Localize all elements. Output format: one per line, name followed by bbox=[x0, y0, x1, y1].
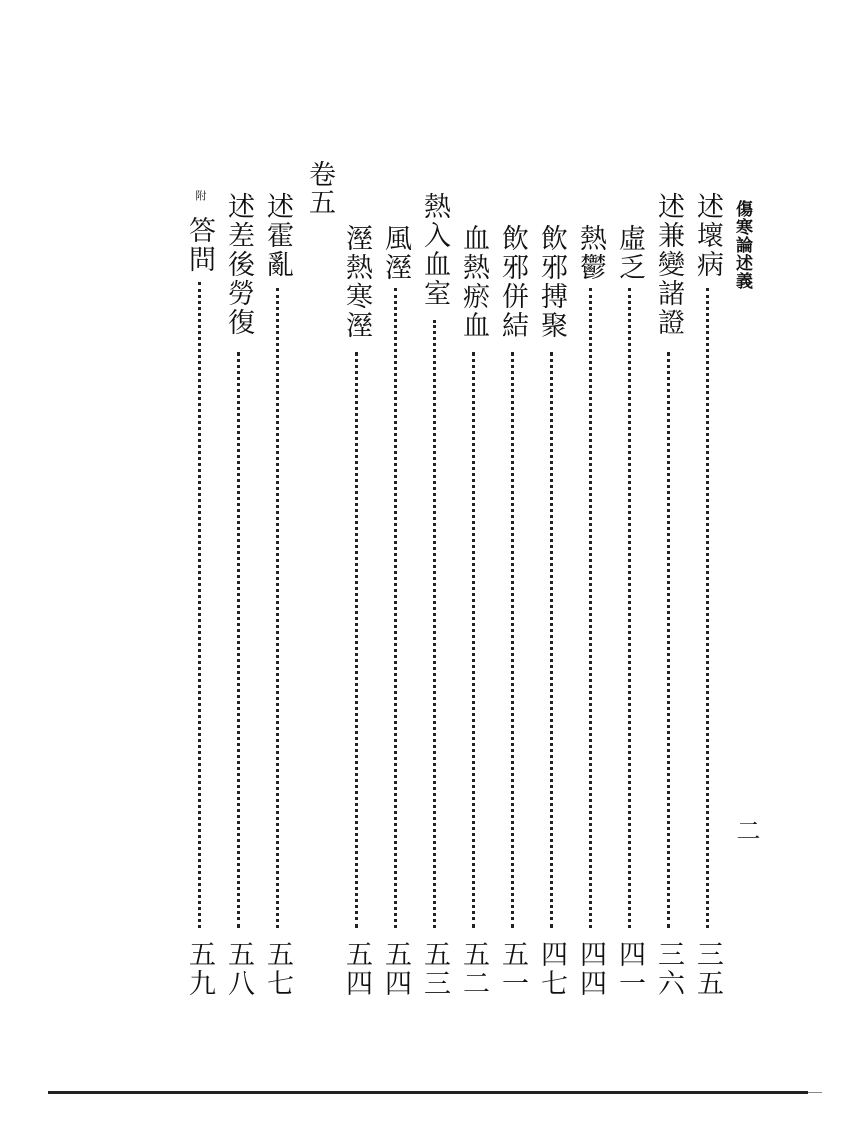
dot-leader bbox=[628, 288, 631, 928]
entry-title: 血熱瘀血 bbox=[458, 224, 489, 340]
entry-page-number: 五七 bbox=[262, 940, 293, 998]
toc-entry bbox=[460, 192, 490, 1018]
dot-leader bbox=[472, 352, 475, 928]
entry-page-number: 四七 bbox=[536, 940, 567, 998]
dot-leader bbox=[394, 288, 397, 928]
dot-leader bbox=[706, 288, 709, 928]
entry-page-number: 五二 bbox=[458, 940, 489, 998]
toc-entry bbox=[343, 192, 373, 1018]
dot-leader bbox=[237, 352, 240, 928]
entry-page-number: 五四 bbox=[341, 940, 372, 998]
volume-heading: 卷五 bbox=[304, 160, 335, 216]
dot-leader bbox=[589, 288, 592, 928]
running-title: 傷寒論述義 bbox=[732, 200, 752, 290]
dot-leader bbox=[667, 352, 670, 928]
entry-page-number: 五一 bbox=[497, 940, 528, 998]
toc-entry bbox=[421, 192, 451, 1018]
entry-title: 述差後勞復 bbox=[223, 192, 254, 337]
toc-entry bbox=[655, 192, 685, 1018]
toc-entry bbox=[186, 192, 216, 1018]
entry-page-number: 五九 bbox=[184, 940, 215, 998]
dot-leader bbox=[511, 352, 514, 928]
appendix-note: 附 bbox=[194, 190, 207, 201]
toc-entry bbox=[538, 192, 568, 1018]
entry-title: 溼熱寒溼 bbox=[341, 224, 372, 340]
toc-entry bbox=[225, 192, 255, 1018]
entry-title: 熱鬱 bbox=[575, 224, 606, 282]
entry-title: 飲邪併結 bbox=[497, 224, 528, 340]
dot-leader bbox=[433, 320, 436, 928]
entry-page-number: 三六 bbox=[653, 940, 684, 998]
toc-entry bbox=[694, 192, 724, 1018]
entry-page-number: 三五 bbox=[692, 940, 723, 998]
bottom-rule bbox=[48, 1091, 808, 1094]
dot-leader bbox=[276, 288, 279, 928]
entry-title: 述兼變諸證 bbox=[653, 192, 684, 337]
entry-title: 答問 bbox=[184, 216, 215, 274]
entry-page-number: 五八 bbox=[223, 940, 254, 998]
toc-entry bbox=[616, 192, 646, 1018]
bottom-rule-tail bbox=[808, 1092, 822, 1093]
toc-entry bbox=[264, 192, 294, 1018]
entry-page-number: 四一 bbox=[614, 940, 645, 998]
entry-page-number: 五四 bbox=[380, 940, 411, 998]
toc-entry bbox=[382, 192, 412, 1018]
dot-leader bbox=[198, 282, 201, 928]
toc-entry bbox=[499, 192, 529, 1018]
entry-title: 風溼 bbox=[380, 224, 411, 282]
entry-title: 飲邪搏聚 bbox=[536, 224, 567, 340]
toc-entry bbox=[577, 192, 607, 1018]
page-folio: 二 bbox=[732, 818, 760, 842]
entry-page-number: 五三 bbox=[419, 940, 450, 998]
entry-page-number: 四四 bbox=[575, 940, 606, 998]
entry-title: 虛乏 bbox=[614, 224, 645, 282]
dot-leader bbox=[550, 352, 553, 928]
entry-title: 述霍亂 bbox=[262, 192, 293, 279]
entry-title: 述壞病 bbox=[692, 192, 723, 279]
entry-title: 熱入血室 bbox=[419, 192, 450, 308]
dot-leader bbox=[355, 352, 358, 928]
